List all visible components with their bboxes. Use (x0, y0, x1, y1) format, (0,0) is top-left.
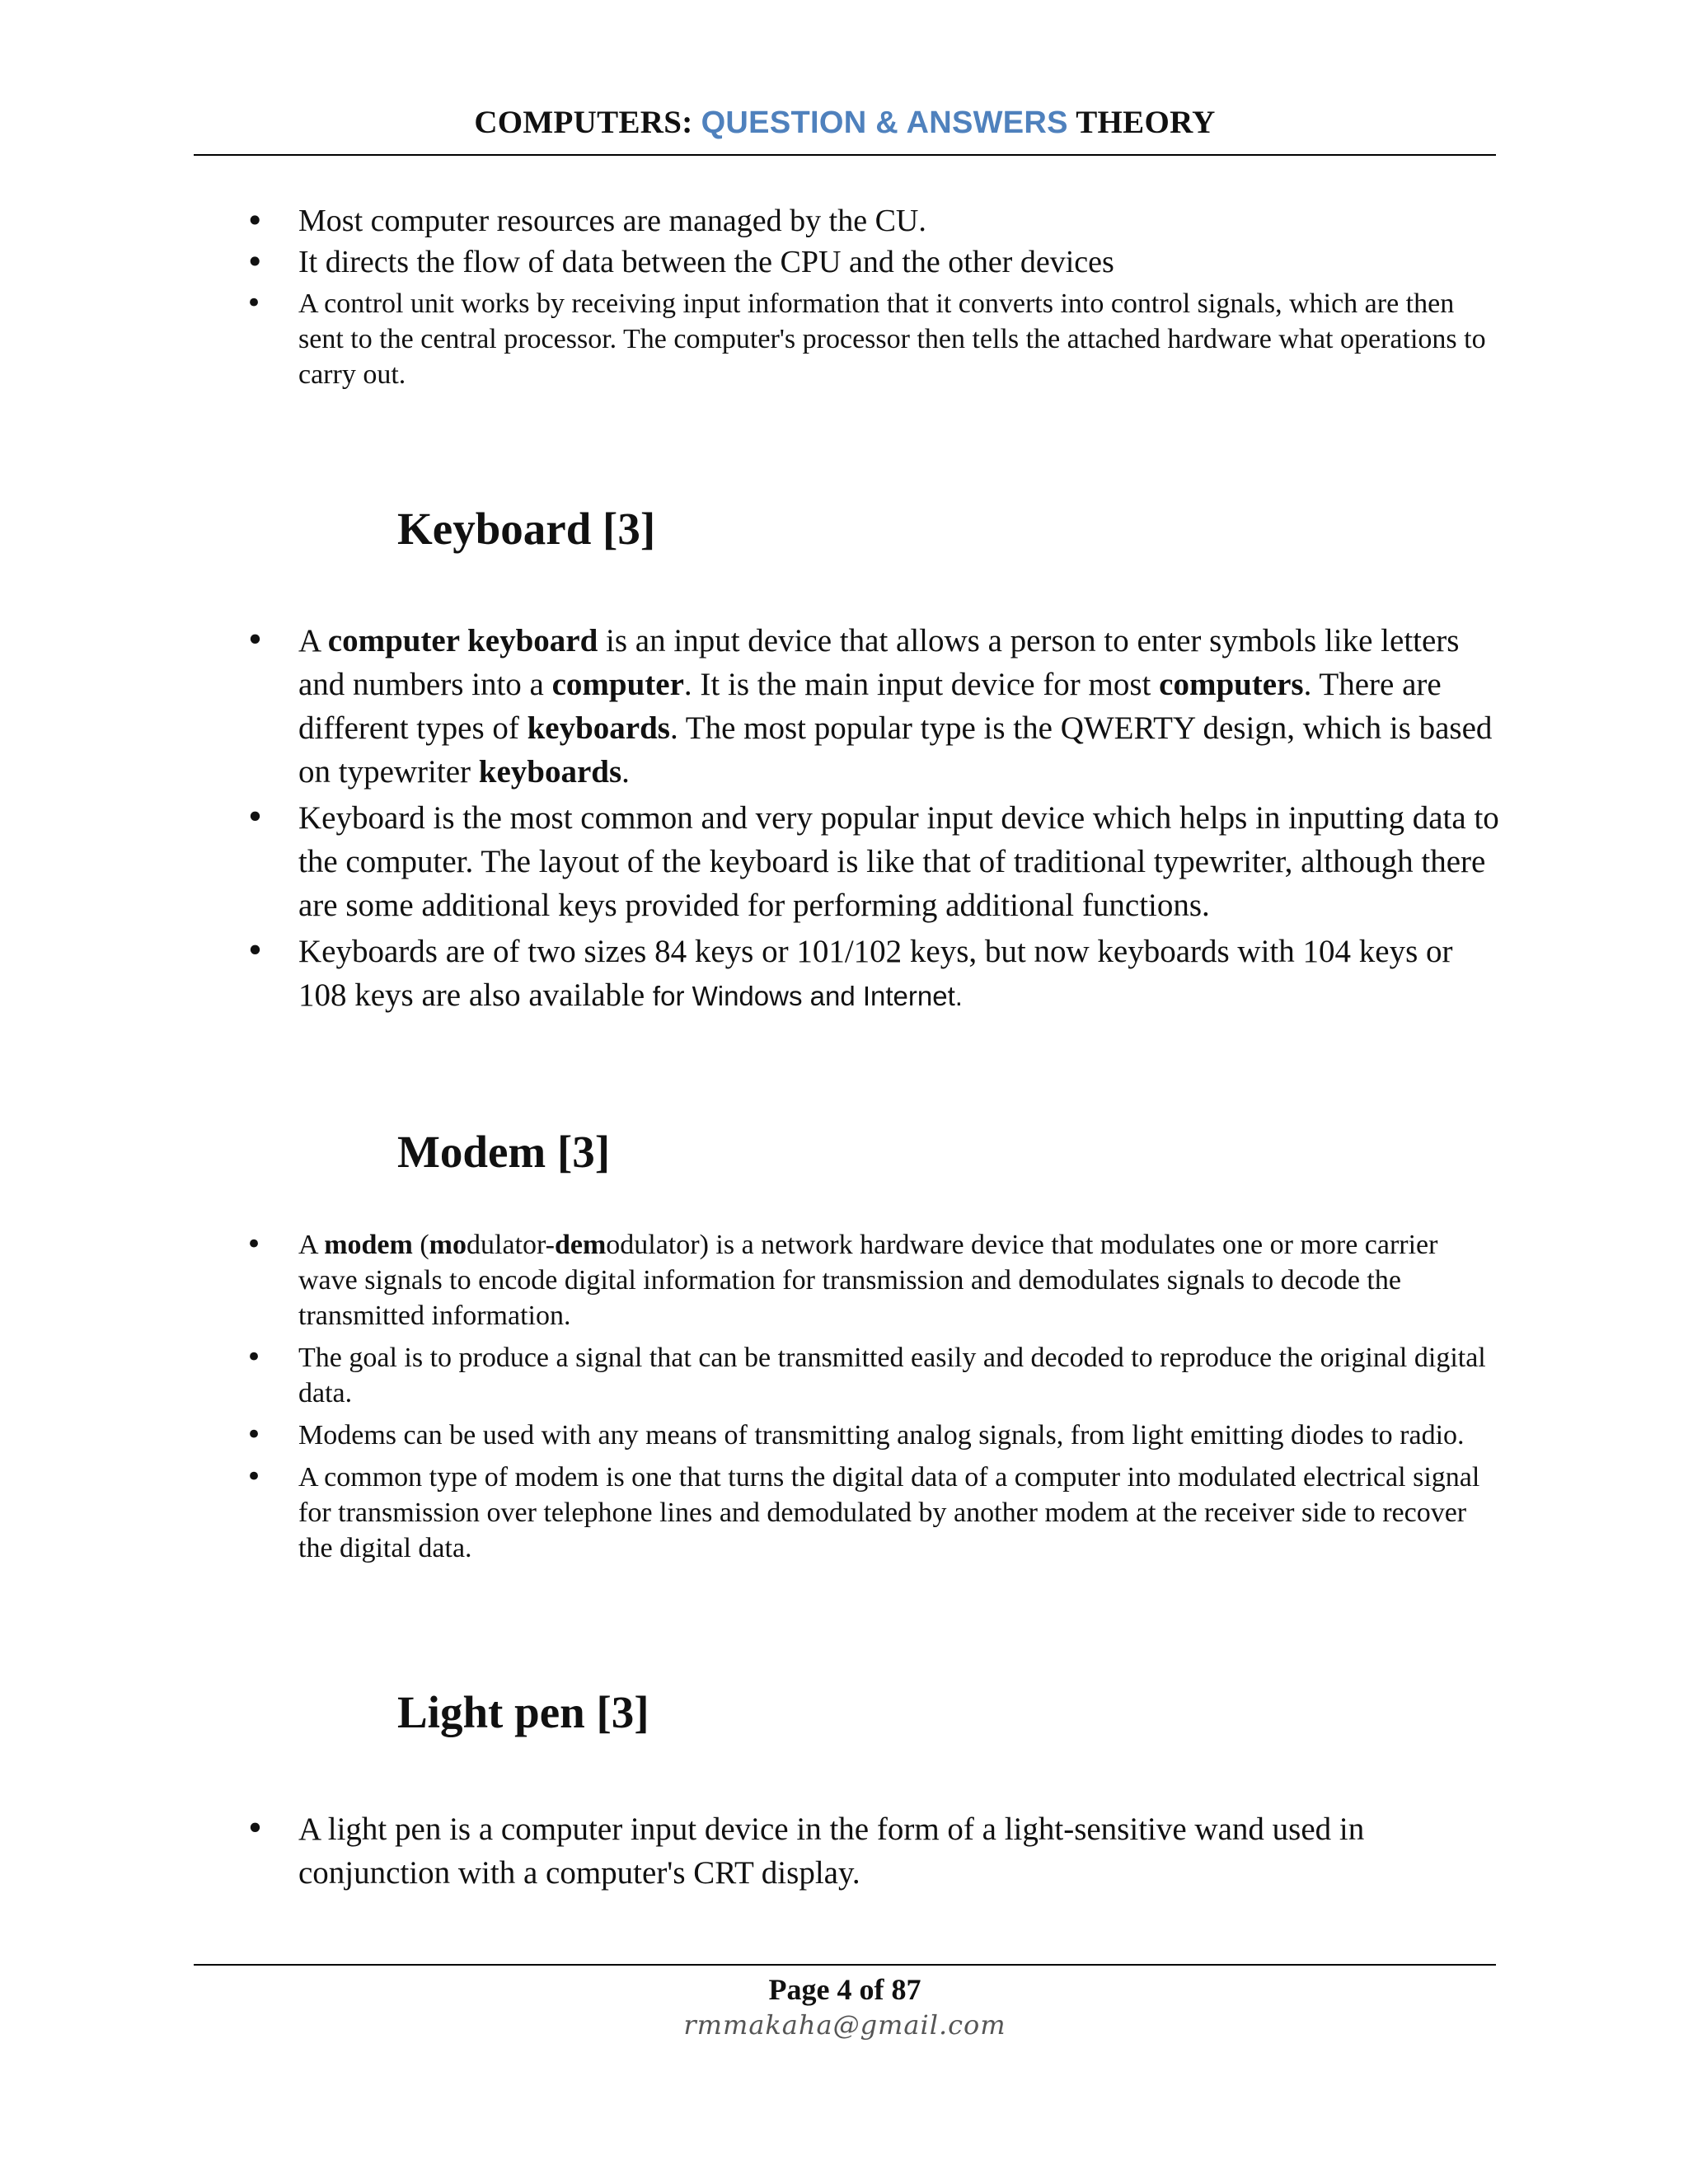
modem-bullet-list (0, 1227, 1500, 1566)
text-run: A (298, 1230, 325, 1260)
header-part1: COMPUTERS (474, 105, 682, 140)
text-run: . (621, 754, 630, 790)
light-pen-bullet-list (0, 1807, 1500, 1897)
bold-term: mo (429, 1230, 467, 1260)
text-run: . There are different types of (298, 667, 1442, 746)
section-title: Keyboard [3] (397, 504, 656, 554)
list-item: • The goal is to produce a signal that can be transmitted easily and decoded to reproduce the original digital data. (0, 1340, 1500, 1411)
list-item: • A light pen is a computer input device in the form of a light-sensitive wand used in conjunction with a computer's CRT display. (0, 1807, 1500, 1895)
text-run: odulator) is a network hardware device that modulates one or more carrier wave signals to encode digital information for transmission and demodulates signals to decode the transmitted information. (298, 1230, 1438, 1331)
header-colon: : (682, 105, 693, 140)
bold-term: computer keyboard (327, 623, 598, 658)
bold-term: computers (1159, 667, 1304, 702)
text-run: . It is the main input device for most (683, 667, 1160, 702)
list-item: • It directs the flow of data between the CPU and the other devices (0, 241, 1500, 283)
header-part3: THEORY (1076, 105, 1216, 140)
list-item: • Keyboard is the most common and very popular input device which helps in inputting data to the computer. The layout of the keyboard is like that of traditional typewriter, although there are some additional keys provided for performing additional functions. (0, 796, 1500, 927)
bold-term: modem (324, 1230, 413, 1260)
text-run: Keyboards are of two sizes 84 keys or 101/102 keys, but now keyboards with 104 keys or 108 keys are also available (298, 934, 1453, 1013)
bold-term: keyboards (478, 754, 622, 790)
text-run: . The most popular type is the QWERTY design, which is based on typewriter (298, 710, 1493, 790)
list-item (0, 1227, 1500, 1333)
list-item: • Modems can be used with any means of transmitting analog signals, from light emitting diodes to radio. (0, 1418, 1500, 1453)
bold-term: keyboards (527, 710, 670, 746)
header-rule (194, 154, 1496, 156)
list-item (0, 619, 1500, 794)
section-title: Modem [3] (397, 1127, 611, 1177)
header-part2: QUESTION & ANSWERS (701, 105, 1068, 140)
section-title: Light pen [3] (397, 1687, 649, 1737)
text-run: for Windows and Internet. (652, 981, 963, 1011)
cu-bullet-list (0, 200, 1500, 392)
footer-email: rmmakaha@gmail.com (683, 2009, 1006, 2041)
page-number: Page 4 of 87 (768, 1973, 921, 2006)
text-run: ( (412, 1230, 429, 1260)
footer-rule (194, 1964, 1496, 1966)
bold-term: computer (551, 667, 684, 702)
list-item (0, 930, 1500, 1018)
text-run: A (298, 623, 328, 658)
text-run: dulator- (467, 1230, 555, 1260)
keyboard-bullet-list (0, 619, 1500, 1020)
list-item: • A common type of modem is one that turns the digital data of a computer into modulated electrical signal for transmission over telephone lines and demodulated by another modem at the receiver side to recover the digital data. (0, 1460, 1500, 1566)
list-item: • A control unit works by receiving input information that it converts into control signals, which are then sent to the central processor. The computer's processor then tells the attached hardware what operations to carry out. (0, 286, 1500, 392)
list-item: • Most computer resources are managed by the CU. (0, 200, 1500, 241)
text-run: is an input device that allows a person to enter symbols like letters and numbers into a (298, 623, 1460, 702)
running-header (194, 104, 1496, 141)
bold-term: dem (554, 1230, 607, 1260)
